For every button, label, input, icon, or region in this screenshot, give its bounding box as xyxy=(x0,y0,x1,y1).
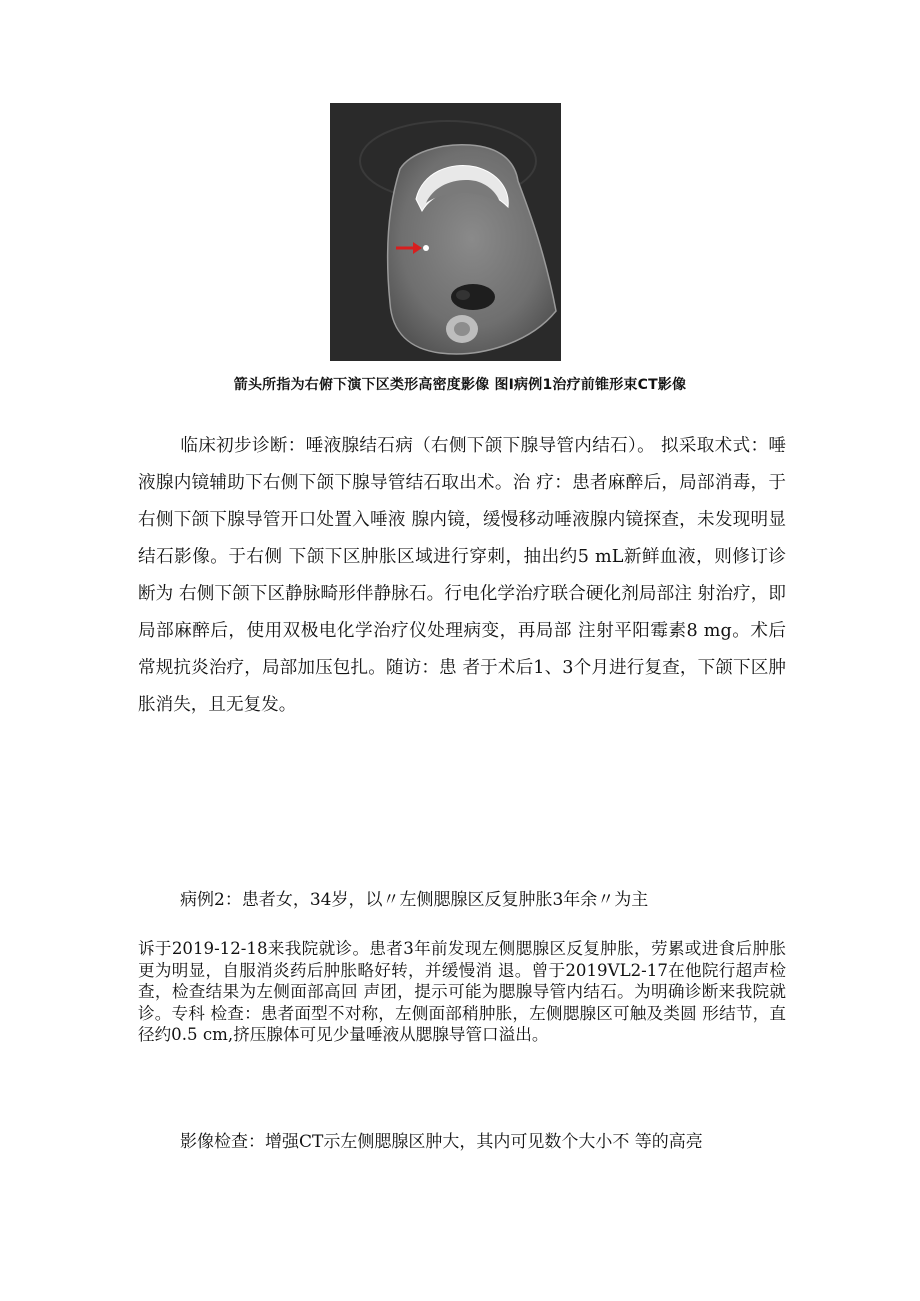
paragraph-case2-intro-text: 病例2：患者女，34岁，以〃左侧腮腺区反复肿胀3年余〃为主 xyxy=(180,890,649,910)
paragraph-imaging-text: 影像检查：增强CT示左侧腮腺区肿大，其内可见数个大小不 等的高亮 xyxy=(180,1132,703,1152)
paragraph-case2-intro xyxy=(138,888,786,912)
paragraph-imaging xyxy=(138,1130,786,1154)
paragraph-diagnosis-text: 临床初步诊断：唾液腺结石病（右侧下颌下腺导管内结石）。 拟采取术式：唾液腺内镜辅助下右侧下颌下腺导管结石取出术。治 疗：患者麻醉后，局部消毒，于右侧下颌下腺导管开口处置入唾液 腺内镜，缓慢移动唾液腺内镜探查，未发现明显结石影像。于右侧 下颌下区肿胀区域进行穿刺，抽出约5 mL新鲜血液，则修订诊断为 右侧下颌下区静脉畸形伴静脉石。行电化学治疗联合硬化剂局部注 射治疗，即局部麻醉后，使用双极电化学治疗仪处理病变，再局部 注射平阳霉素8 mg。术后常规抗炎治疗，局部加压包扎。随访：患 者于术后1、3个月进行复查，下颌下区肿胀消失，且无复发。 xyxy=(138,436,786,715)
ct-scan-image xyxy=(330,103,561,361)
paragraph-case2-history: 诉于2019-12-18来我院就诊。患者3年前发现左侧腮腺区反复肿胀，劳累或进食后肿胀更为明显，自服消炎药后肿胀略好转，并缓慢消 退。曾于2019VL2-17在他院行超声检查，检查结果为左侧面部高回 声团，提示可能为腮腺导管内结石。为明确诊断来我院就诊。专科 检查：患者面型不对称，左侧面部稍肿胀，左侧腮腺区可触及类圆 形结节，直径约0.5 cm,挤压腺体可见少量唾液从腮腺导管口溢出。 xyxy=(138,939,786,1044)
figure-caption: 箭头所指为右俯下演下区类形高密度影像 图I病例1治疗前锥形束CT影像 xyxy=(233,377,687,393)
paragraph-diagnosis xyxy=(138,428,786,724)
ct-scan-graphic xyxy=(330,103,561,361)
